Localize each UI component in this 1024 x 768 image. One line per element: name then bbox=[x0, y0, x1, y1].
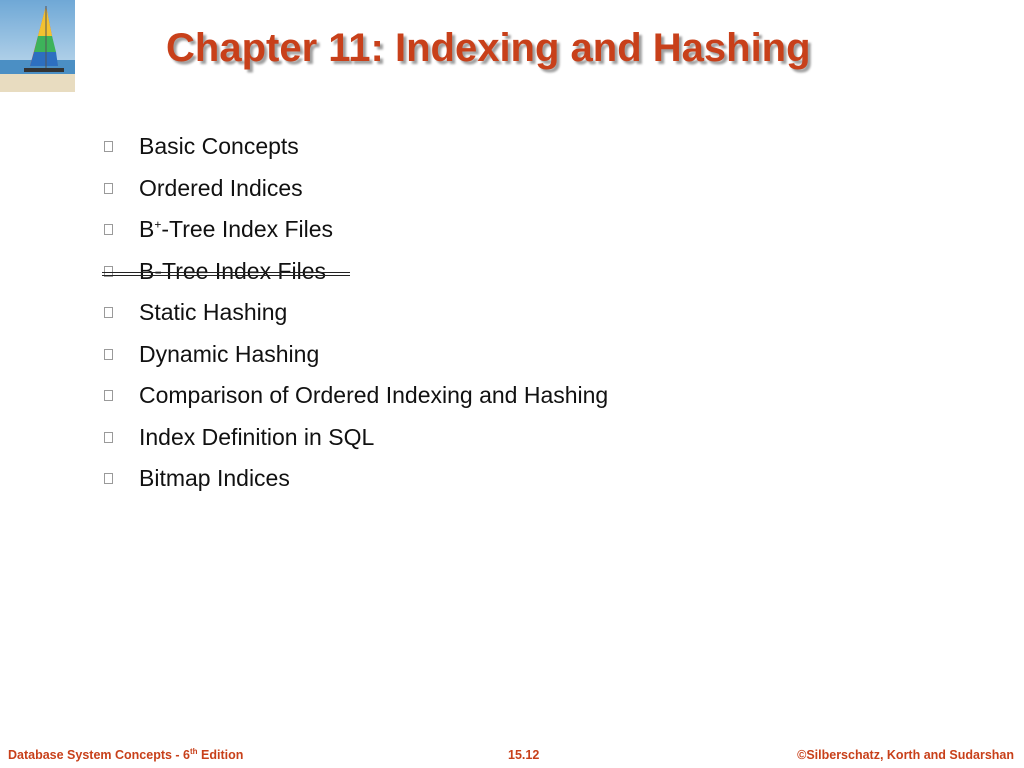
bullet-label: Basic Concepts bbox=[139, 133, 299, 160]
footer-page-number: 15.12 bbox=[508, 748, 540, 762]
footer-book-title-main: Database System Concepts - 6 bbox=[8, 748, 191, 762]
square-bullet-icon bbox=[104, 349, 113, 360]
bullet-label: Bitmap Indices bbox=[139, 465, 290, 492]
square-bullet-icon bbox=[104, 473, 113, 484]
bullet-label: Static Hashing bbox=[139, 299, 288, 326]
bullet-label: Ordered Indices bbox=[139, 174, 303, 201]
bullet-label bbox=[139, 216, 333, 243]
square-bullet-icon bbox=[104, 224, 113, 235]
bullet-list bbox=[100, 126, 608, 500]
list-item bbox=[100, 417, 608, 459]
bullet-label-rest: -Tree Index Files bbox=[161, 216, 334, 243]
square-bullet-icon bbox=[104, 307, 113, 318]
square-bullet-icon bbox=[104, 432, 113, 443]
footer-book-title-superscript: th bbox=[190, 746, 198, 756]
bullet-label: Comparison of Ordered Indexing and Hashing bbox=[139, 382, 609, 409]
bullet-label-superscript: + bbox=[154, 217, 162, 232]
sailboat-logo-icon bbox=[0, 0, 75, 92]
list-item bbox=[100, 168, 608, 210]
bullet-label: B-Tree Index Files bbox=[139, 257, 327, 284]
square-bullet-icon bbox=[104, 390, 113, 401]
bullet-label: Dynamic Hashing bbox=[139, 340, 320, 367]
bullet-label-main: B bbox=[139, 216, 155, 243]
slide-title: Chapter 11: Indexing and Hashing bbox=[166, 26, 811, 70]
square-bullet-icon bbox=[104, 183, 113, 194]
footer-book-title bbox=[8, 747, 243, 762]
footer-book-title-rest: Edition bbox=[197, 748, 244, 762]
list-item bbox=[100, 126, 608, 168]
list-item bbox=[100, 375, 608, 417]
list-item bbox=[100, 334, 608, 376]
footer-copyright: ©Silberschatz, Korth and Sudarshan bbox=[797, 748, 1014, 762]
strikethrough-line bbox=[102, 272, 350, 276]
list-item-struck bbox=[100, 251, 608, 293]
square-bullet-icon bbox=[104, 141, 113, 152]
list-item bbox=[100, 209, 608, 251]
bullet-label: Index Definition in SQL bbox=[139, 423, 375, 450]
list-item bbox=[100, 292, 608, 334]
list-item bbox=[100, 458, 608, 500]
